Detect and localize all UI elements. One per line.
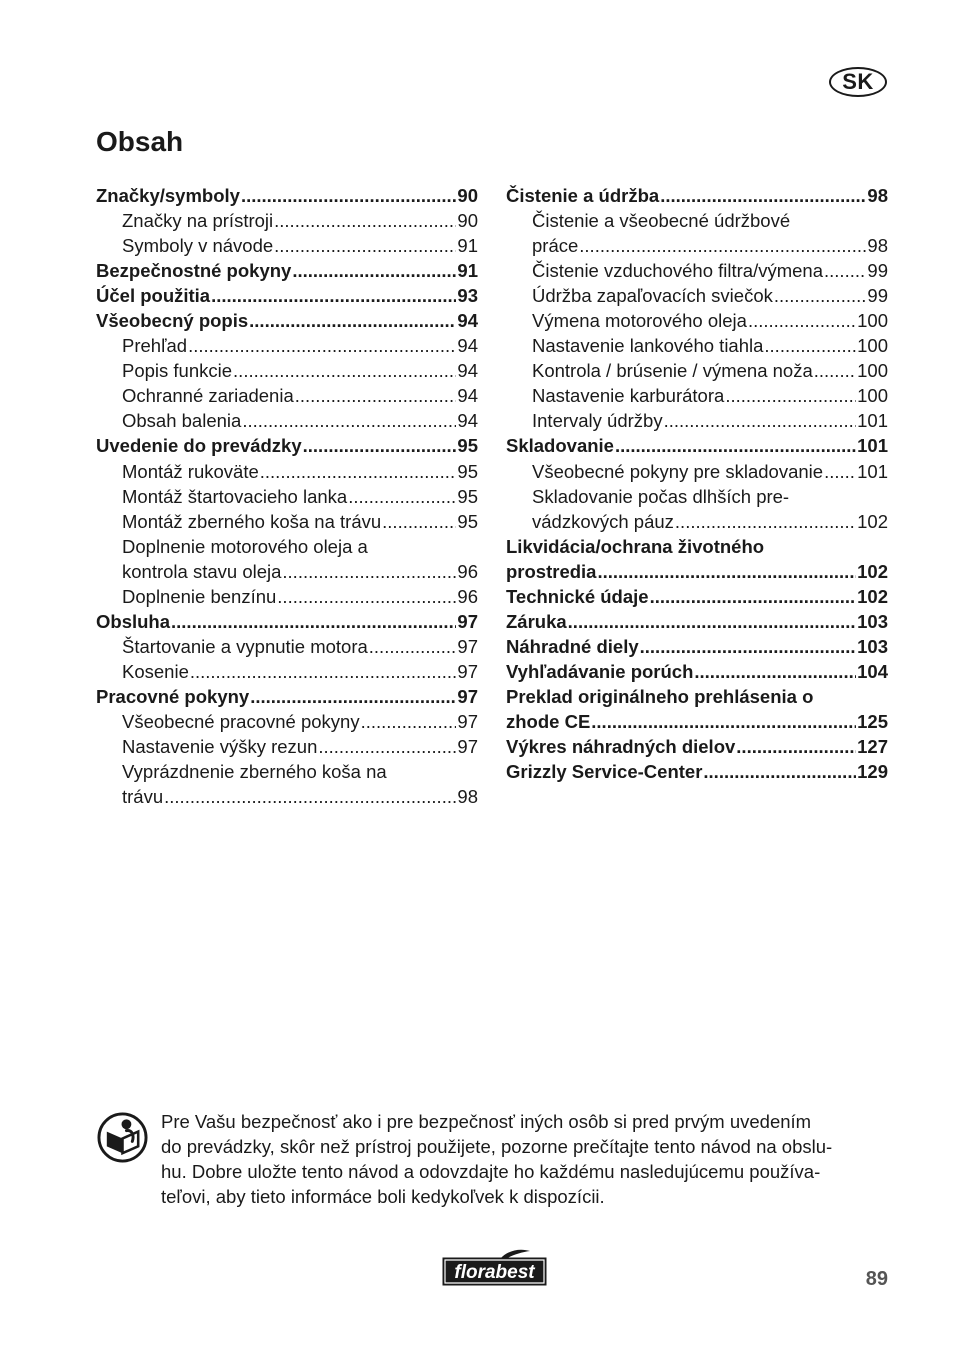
dot-leader <box>703 759 856 784</box>
toc-entry-line <box>96 308 478 333</box>
dot-leader <box>694 659 856 684</box>
toc-page-number: 127 <box>857 736 888 758</box>
toc-entry <box>96 308 478 333</box>
toc-entry <box>506 484 888 534</box>
toc-entry-text: Výmena motorového oleja <box>532 310 747 332</box>
dot-leader <box>282 559 456 584</box>
dot-leader <box>640 634 856 659</box>
toc-entry <box>506 208 888 258</box>
page-number: 89 <box>865 1268 888 1290</box>
page-title: Obsah <box>96 126 184 157</box>
toc-entry-text-first-line: Preklad originálneho prehlásenia o <box>506 685 814 707</box>
toc-page-number: 101 <box>857 435 888 457</box>
toc-entry-text-first-line: Likvidácia/ochrana životného <box>506 535 765 557</box>
toc-entry-text: Výkres náhradných dielov <box>506 736 736 758</box>
toc-entry <box>96 534 478 584</box>
toc-entry <box>96 709 478 734</box>
dot-leader <box>361 709 457 734</box>
toc-entry-text: Všeobecné pokyny pre skladovanie <box>532 460 824 482</box>
toc-page-number: 104 <box>857 660 888 682</box>
toc-entry <box>506 333 888 358</box>
toc-entry-line <box>122 383 478 408</box>
toc-entry <box>96 459 478 484</box>
toc-entry-text: Účel použitia <box>96 285 211 307</box>
toc-entry-text: Čistenie a údržba <box>506 185 660 206</box>
toc-entry-line <box>532 258 888 283</box>
toc-entry-line <box>532 283 888 308</box>
dot-leader <box>295 383 457 408</box>
toc-entry <box>506 684 888 734</box>
toc-page-number: 100 <box>857 310 888 332</box>
toc-entry-line <box>122 734 478 759</box>
toc-entry-text-first-line: Čistenie a všeobecné údržbové <box>532 210 791 232</box>
toc-entry-text: Všeobecné pracovné pokyny <box>122 710 360 732</box>
toc-page-number: 94 <box>457 360 478 382</box>
toc-entry-line <box>532 408 888 433</box>
toc-entry-line <box>532 459 888 484</box>
toc-entry-text-first-line: Skladovanie počas dlhších pre- <box>532 485 790 507</box>
toc-entry <box>506 534 888 584</box>
toc-entry <box>506 609 888 634</box>
toc-entry-line <box>96 258 478 283</box>
toc-entry-line <box>96 183 478 208</box>
toc-entry-line <box>532 358 888 383</box>
toc-entry-line <box>506 659 888 684</box>
toc-entry-text: Štartovanie a vypnutie motora <box>122 635 368 657</box>
toc-entry-text-first-line: Doplnenie motorového oleja a <box>122 535 368 557</box>
dot-leader <box>597 559 856 584</box>
toc-entry-text: Montáž štartovacieho lanka <box>122 485 348 507</box>
toc-entry-text: Doplnenie benzínu <box>122 585 277 607</box>
toc-page-number: 100 <box>857 335 888 357</box>
dot-leader <box>250 684 456 709</box>
toc-entry <box>506 358 888 383</box>
toc-page-number: 94 <box>457 310 478 332</box>
read-manual-icon <box>97 1112 148 1163</box>
toc-page-number: 97 <box>457 710 478 732</box>
toc-entry-text: Montáž rukoväte <box>122 460 259 482</box>
toc-entry <box>96 408 478 433</box>
dot-leader <box>241 183 456 208</box>
toc-entry-text: Prehľad <box>122 335 188 357</box>
toc-page-number: 98 <box>867 185 888 206</box>
toc-page-number: 103 <box>857 610 888 632</box>
dot-leader <box>318 734 456 759</box>
toc-entry-text: Nastavenie lankového tiahla <box>532 335 764 357</box>
dot-leader <box>664 408 857 433</box>
toc-page-number: 103 <box>857 635 888 657</box>
toc-page-number: 91 <box>457 235 478 257</box>
dot-leader <box>242 408 456 433</box>
toc-entry <box>506 459 888 484</box>
dot-leader <box>274 208 456 233</box>
toc-page-number: 95 <box>457 460 478 482</box>
toc-entry-text: Kosenie <box>122 660 189 682</box>
notice-line: hu. Dobre uložte tento návod a odovzdajte ho každému nasledujúcemu používa- <box>161 1161 821 1182</box>
toc-entry <box>96 358 478 383</box>
toc-entry-line <box>122 208 478 233</box>
dot-leader <box>725 383 856 408</box>
toc-page-number: 98 <box>867 235 888 257</box>
toc-entry <box>96 509 478 534</box>
toc-entry-line <box>96 283 478 308</box>
toc-entry-text: Obsluha <box>96 610 171 632</box>
toc-page-number: 100 <box>857 385 888 407</box>
toc-page-number: 100 <box>857 360 888 382</box>
toc-entry <box>96 183 478 208</box>
toc-entry <box>506 383 888 408</box>
toc-entry-text: Bezpečnostné pokyny <box>96 260 292 282</box>
toc-entry-line <box>122 584 478 609</box>
toc-entry-line <box>532 308 888 333</box>
toc-entry <box>506 283 888 308</box>
toc-entry <box>506 584 888 609</box>
dot-leader <box>382 509 456 534</box>
toc-entry-text: práce <box>532 235 579 257</box>
dot-leader <box>303 433 457 458</box>
toc-entry-text: Symboly v návode <box>122 235 274 257</box>
toc-entry-text: Nastavenie výšky rezun <box>122 736 318 758</box>
toc-entry-text: Montáž zberného koša na trávu <box>122 510 382 532</box>
toc-entry <box>506 734 888 759</box>
dot-leader <box>660 183 866 208</box>
toc-entry-line <box>506 584 888 609</box>
toc-page-number: 90 <box>457 185 478 206</box>
toc-entry-text: vádzkových páuz <box>532 510 674 532</box>
toc-entry-text: Intervaly údržby <box>532 410 663 432</box>
florabest-logo <box>438 1248 551 1288</box>
toc-entry <box>96 208 478 233</box>
dot-leader <box>369 634 457 659</box>
dot-leader <box>814 358 856 383</box>
dot-leader <box>675 509 856 534</box>
toc-page-number: 97 <box>457 660 478 682</box>
dot-leader <box>615 433 856 458</box>
toc-page-number: 102 <box>857 585 888 607</box>
dot-leader <box>824 258 866 283</box>
toc-column-right <box>506 183 888 784</box>
toc-entry <box>96 659 478 684</box>
toc-entry-text: Uvedenie do prevádzky <box>96 435 302 457</box>
toc-entry <box>96 333 478 358</box>
logo-text: florabest <box>454 1262 535 1283</box>
toc-entry-text: Skladovanie <box>506 435 614 457</box>
toc-entry-text: Údržba zapaľovacích sviečok <box>532 285 773 307</box>
toc-page-number: 97 <box>457 736 478 758</box>
toc-entry-text: Grizzly Service-Center <box>506 761 703 783</box>
language-code: SK <box>842 69 874 94</box>
toc-entry-line <box>532 509 888 534</box>
dot-leader <box>188 333 456 358</box>
dot-leader <box>348 484 456 509</box>
notice-line: Pre Vašu bezpečnosť ako i pre bezpečnosť iných osôb si pred prvým uvedením <box>161 1111 812 1132</box>
dot-leader <box>292 258 456 283</box>
dot-leader <box>591 709 856 734</box>
toc-entry <box>96 233 478 258</box>
dot-leader <box>249 308 456 333</box>
toc-entry-line <box>506 559 888 584</box>
dot-leader <box>579 233 866 258</box>
toc-page-number: 96 <box>457 585 478 607</box>
toc-entry-text: Čistenie vzduchového filtra/výmena <box>532 260 824 282</box>
toc-entry <box>506 183 888 208</box>
dot-leader <box>274 233 456 258</box>
toc-entry-text: trávu <box>122 786 164 808</box>
toc-entry-text: Popis funkcie <box>122 360 233 382</box>
toc-entry-line <box>506 634 888 659</box>
toc-entry <box>506 408 888 433</box>
toc-page-number: 95 <box>457 435 478 457</box>
toc-page-number: 97 <box>457 635 478 657</box>
toc-entry <box>506 634 888 659</box>
toc-page-number: 93 <box>457 285 478 307</box>
notice-line: teľovi, aby tieto informáce boli kedykoľvek k dispozícii. <box>161 1186 605 1207</box>
dot-leader <box>748 308 856 333</box>
dot-leader <box>164 784 456 809</box>
toc-entry-text: Obsah balenia <box>122 410 242 432</box>
toc-entry <box>96 609 478 634</box>
toc-entry <box>96 383 478 408</box>
toc-page-number: 90 <box>457 210 478 232</box>
toc-entry-line <box>122 659 478 684</box>
toc-entry-line <box>122 484 478 509</box>
toc-entry-text: Značky na prístroji <box>122 210 274 232</box>
toc-entry-line <box>506 609 888 634</box>
toc-entry-line <box>96 684 478 709</box>
toc-entry <box>506 308 888 333</box>
toc-entry-line <box>96 433 478 458</box>
toc-entry-line <box>506 183 888 208</box>
toc-entry-text: Značky/symboly <box>96 185 240 206</box>
toc-entry-text: prostredia <box>506 560 597 582</box>
toc-entry-line <box>532 233 888 258</box>
toc-entry-line <box>122 634 478 659</box>
toc-page-number: 94 <box>457 335 478 357</box>
toc-page-number: 129 <box>857 761 888 783</box>
toc-page-number: 94 <box>457 410 478 432</box>
toc-entry-line <box>122 233 478 258</box>
toc-entry <box>506 759 888 784</box>
toc-entry-text: Nastavenie karburátora <box>532 385 725 407</box>
safety-notice <box>161 1109 896 1209</box>
toc-page-number: 102 <box>857 510 888 532</box>
toc-entry-text: zhode CE <box>506 710 591 732</box>
dot-leader <box>650 584 857 609</box>
toc-page-number: 97 <box>457 685 478 707</box>
toc-entry-text: Záruka <box>506 610 567 632</box>
toc-entry <box>96 634 478 659</box>
dot-leader <box>824 459 856 484</box>
dot-leader <box>568 609 856 634</box>
toc-entry-line <box>122 358 478 383</box>
toc-entry <box>506 659 888 684</box>
toc-entry-line <box>506 709 888 734</box>
toc-entry <box>506 433 888 458</box>
toc-entry <box>96 484 478 509</box>
toc-entry <box>96 759 478 809</box>
toc-page-number: 101 <box>857 410 888 432</box>
toc-page-number: 98 <box>457 786 478 808</box>
toc-entry <box>96 433 478 458</box>
dot-leader <box>171 609 456 634</box>
toc-entry-text: kontrola stavu oleja <box>122 560 282 582</box>
toc-entry-line <box>506 759 888 784</box>
dot-leader <box>736 734 856 759</box>
toc-entry-text: Ochranné zariadenia <box>122 385 294 407</box>
toc-entry <box>506 258 888 283</box>
toc-entry-line <box>122 509 478 534</box>
dot-leader <box>764 333 856 358</box>
toc-page-number: 96 <box>457 560 478 582</box>
toc-page-number: 99 <box>867 285 888 307</box>
toc-entry-line <box>122 333 478 358</box>
dot-leader <box>211 283 456 308</box>
toc-entry-text: Pracovné pokyny <box>96 685 250 707</box>
toc-entry-line <box>122 559 478 584</box>
toc-page-number: 99 <box>867 260 888 282</box>
dot-leader <box>774 283 867 308</box>
toc-page-number: 91 <box>457 260 478 282</box>
toc-entry-line <box>122 408 478 433</box>
toc-entry-line <box>122 709 478 734</box>
toc-page-number: 102 <box>857 560 888 582</box>
toc-entry <box>96 734 478 759</box>
toc-page-number: 94 <box>457 385 478 407</box>
dot-leader <box>190 659 457 684</box>
toc-entry-line <box>532 333 888 358</box>
toc-entry-line <box>506 433 888 458</box>
dot-leader <box>233 358 456 383</box>
toc-entry <box>96 258 478 283</box>
toc-entry <box>96 283 478 308</box>
toc-page-number: 97 <box>457 610 478 632</box>
toc-entry-line <box>96 609 478 634</box>
toc-entry-line <box>532 383 888 408</box>
language-badge <box>829 67 887 97</box>
toc-entry-text: Kontrola / brúsenie / výmena noža <box>532 360 813 382</box>
toc-entry-text: Náhradné diely <box>506 635 639 657</box>
toc-entry-text-first-line: Vyprázdnenie zberného koša na <box>122 761 387 783</box>
dot-leader <box>260 459 457 484</box>
toc-page-number: 95 <box>457 510 478 532</box>
dot-leader <box>277 584 456 609</box>
toc-entry-line <box>122 459 478 484</box>
notice-line: do prevádzky, skôr než prístroj použijete, pozorne prečítajte tento návod na obslu- <box>161 1136 833 1157</box>
toc-page-number: 125 <box>857 710 888 732</box>
toc-entry-text: Vyhľadávanie porúch <box>506 660 694 682</box>
toc-page-number: 101 <box>857 460 888 482</box>
toc-entry-line <box>506 734 888 759</box>
toc-entry <box>96 684 478 709</box>
toc-entry <box>96 584 478 609</box>
toc-column-left <box>96 183 478 809</box>
toc-entry-line <box>122 784 478 809</box>
toc-entry-text: Technické údaje <box>506 585 649 607</box>
toc-page-number: 95 <box>457 485 478 507</box>
toc-entry-text: Všeobecný popis <box>96 310 249 332</box>
